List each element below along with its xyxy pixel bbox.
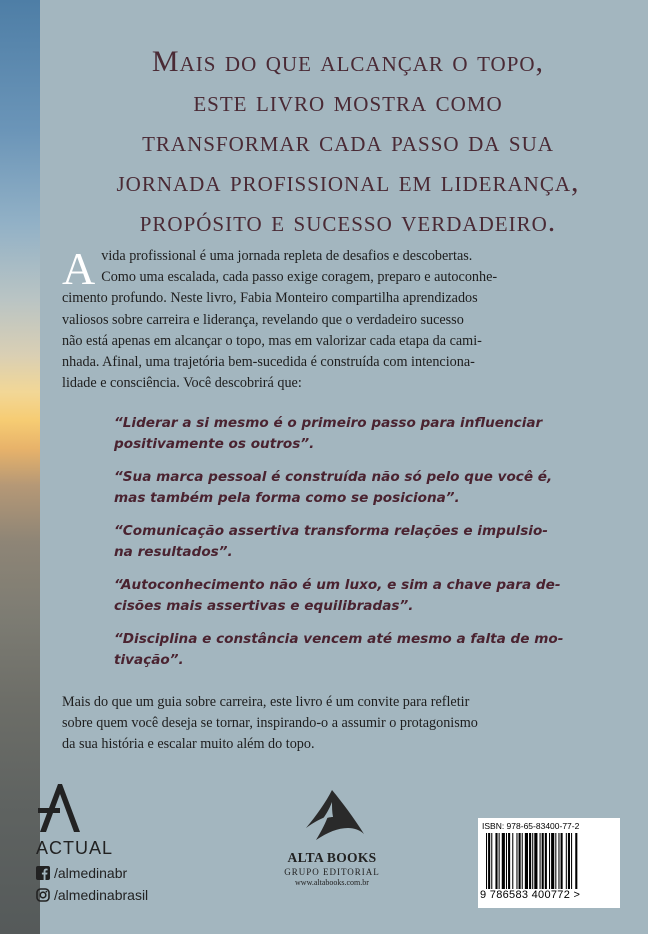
quote-line: cisões mais assertivas e equilibradas”. (114, 598, 414, 614)
barcode-bar (566, 833, 567, 889)
headline-line: este livro mostra como (193, 85, 503, 118)
quote-line: positivamente os outros”. (114, 436, 315, 452)
headline-line: transformar cada passo da sua (142, 125, 554, 158)
drop-cap: A (62, 243, 96, 294)
quote-line: “Sua marca pessoal é construída não só pelo que você é, (114, 469, 553, 485)
barcode-bar (545, 833, 547, 889)
barcode-bar (488, 833, 490, 889)
barcode-bar (502, 833, 505, 889)
actual-logo-text: ACTUAL (36, 838, 114, 858)
isbn-label: ISBN: 978-65-83400-77-2 (482, 821, 580, 831)
intro-line: vida profissional é uma jornada repleta de desafios e descobertas. (101, 248, 473, 264)
instagram-link[interactable] (36, 887, 156, 903)
barcode-bar (555, 833, 556, 889)
barcode-bar (529, 833, 531, 889)
quote-line: tivação”. (114, 652, 184, 668)
barcode-bar (508, 833, 510, 889)
quote-item (114, 629, 564, 671)
closing-paragraph (62, 692, 602, 756)
intro-line: não está apenas em alcançar o topo, mas em valorizar cada etapa da cami- (62, 332, 482, 349)
facebook-link[interactable] (36, 865, 156, 881)
barcode-bar (495, 833, 497, 889)
barcode-bar (522, 833, 523, 889)
barcode-bar (540, 833, 541, 889)
closing-line: Mais do que um guia sobre carreira, este livro é um convite para refletir (62, 694, 470, 710)
barcode-bar (525, 833, 528, 889)
alta-books-url: www.altabooks.com.br (295, 878, 369, 887)
headline-line: jornada profissional em liderança, (116, 165, 580, 198)
barcode-bar (549, 833, 550, 889)
facebook-icon (36, 866, 50, 880)
quote-item (114, 575, 561, 617)
quote-line: “Comunicação assertiva transforma relações e impulsio- (114, 523, 548, 539)
quote-line: na resultados”. (114, 544, 233, 560)
intro-line: valiosos sobre carreira e liderança, revelando que o verdadeiro sucesso (62, 311, 464, 328)
intro-line: cimento profundo. Neste livro, Fabia Monteiro compartilha aprendizados (62, 290, 478, 307)
cover-photo-strip (0, 0, 40, 934)
barcode-bar (516, 833, 517, 889)
headline-line: propósito e sucesso verdadeiro. (139, 205, 557, 238)
facebook-handle: /almedinabr (54, 865, 128, 881)
headline (48, 42, 648, 242)
closing-line: da sua história e escalar muito além do topo. (62, 736, 315, 753)
actual-logo-icon (36, 782, 84, 832)
alta-books-publisher (272, 788, 392, 887)
intro-line: Como uma escalada, cada passo exige coragem, preparo e autoconhe- (101, 269, 498, 286)
barcode-bars (486, 833, 614, 889)
isbn-barcode (478, 818, 620, 908)
barcode-bar (542, 833, 544, 889)
intro-paragraph (62, 243, 600, 394)
alta-books-name: ALTA BOOKS (287, 850, 377, 865)
quote-line: “Disciplina e constância vencem até mesmo a falta de mo- (114, 631, 564, 647)
intro-line: nhada. Afinal, uma trajetória bem-sucedida é construída com intenciona- (62, 354, 475, 371)
barcode-bar (551, 833, 554, 889)
instagram-icon (36, 888, 50, 902)
barcode-bar (506, 833, 507, 889)
barcode-bar (519, 833, 521, 889)
barcode-bar (491, 833, 492, 889)
alta-books-subtitle: GRUPO EDITORIAL (284, 867, 380, 877)
barcode-bar (575, 833, 577, 889)
closing-line: sobre quem você deseja se tornar, inspirando-o a assumir o protagonismo (62, 715, 478, 732)
barcode-bar (534, 833, 537, 889)
quote-line: mas também pela forma como se posiciona”. (114, 490, 460, 506)
quote-item (114, 467, 554, 509)
barcode-bar (558, 833, 559, 889)
barcode-bar (561, 833, 563, 889)
barcode-bar (532, 833, 533, 889)
barcode-bar (486, 833, 487, 889)
alta-books-logo-icon (292, 788, 372, 844)
quote-list (114, 413, 564, 683)
quote-item (114, 413, 554, 455)
barcode-number: 9 786583 400772 > (480, 889, 581, 901)
quote-line: “Liderar a si mesmo é o primeiro passo para influenciar (114, 415, 543, 431)
instagram-handle: /almedinabrasil (54, 887, 149, 903)
quote-item (114, 521, 554, 563)
barcode-bar (571, 833, 572, 889)
headline-line: Mais do que alcançar o topo, (151, 45, 545, 78)
actual-publisher (36, 782, 156, 903)
barcode-bar (568, 833, 570, 889)
quote-line: “Autoconhecimento não é um luxo, e sim a chave para de- (114, 577, 561, 593)
barcode-bar (512, 833, 513, 889)
barcode-bar (499, 833, 500, 889)
intro-line: lidade e consciência. Você descobrirá que: (62, 375, 302, 392)
